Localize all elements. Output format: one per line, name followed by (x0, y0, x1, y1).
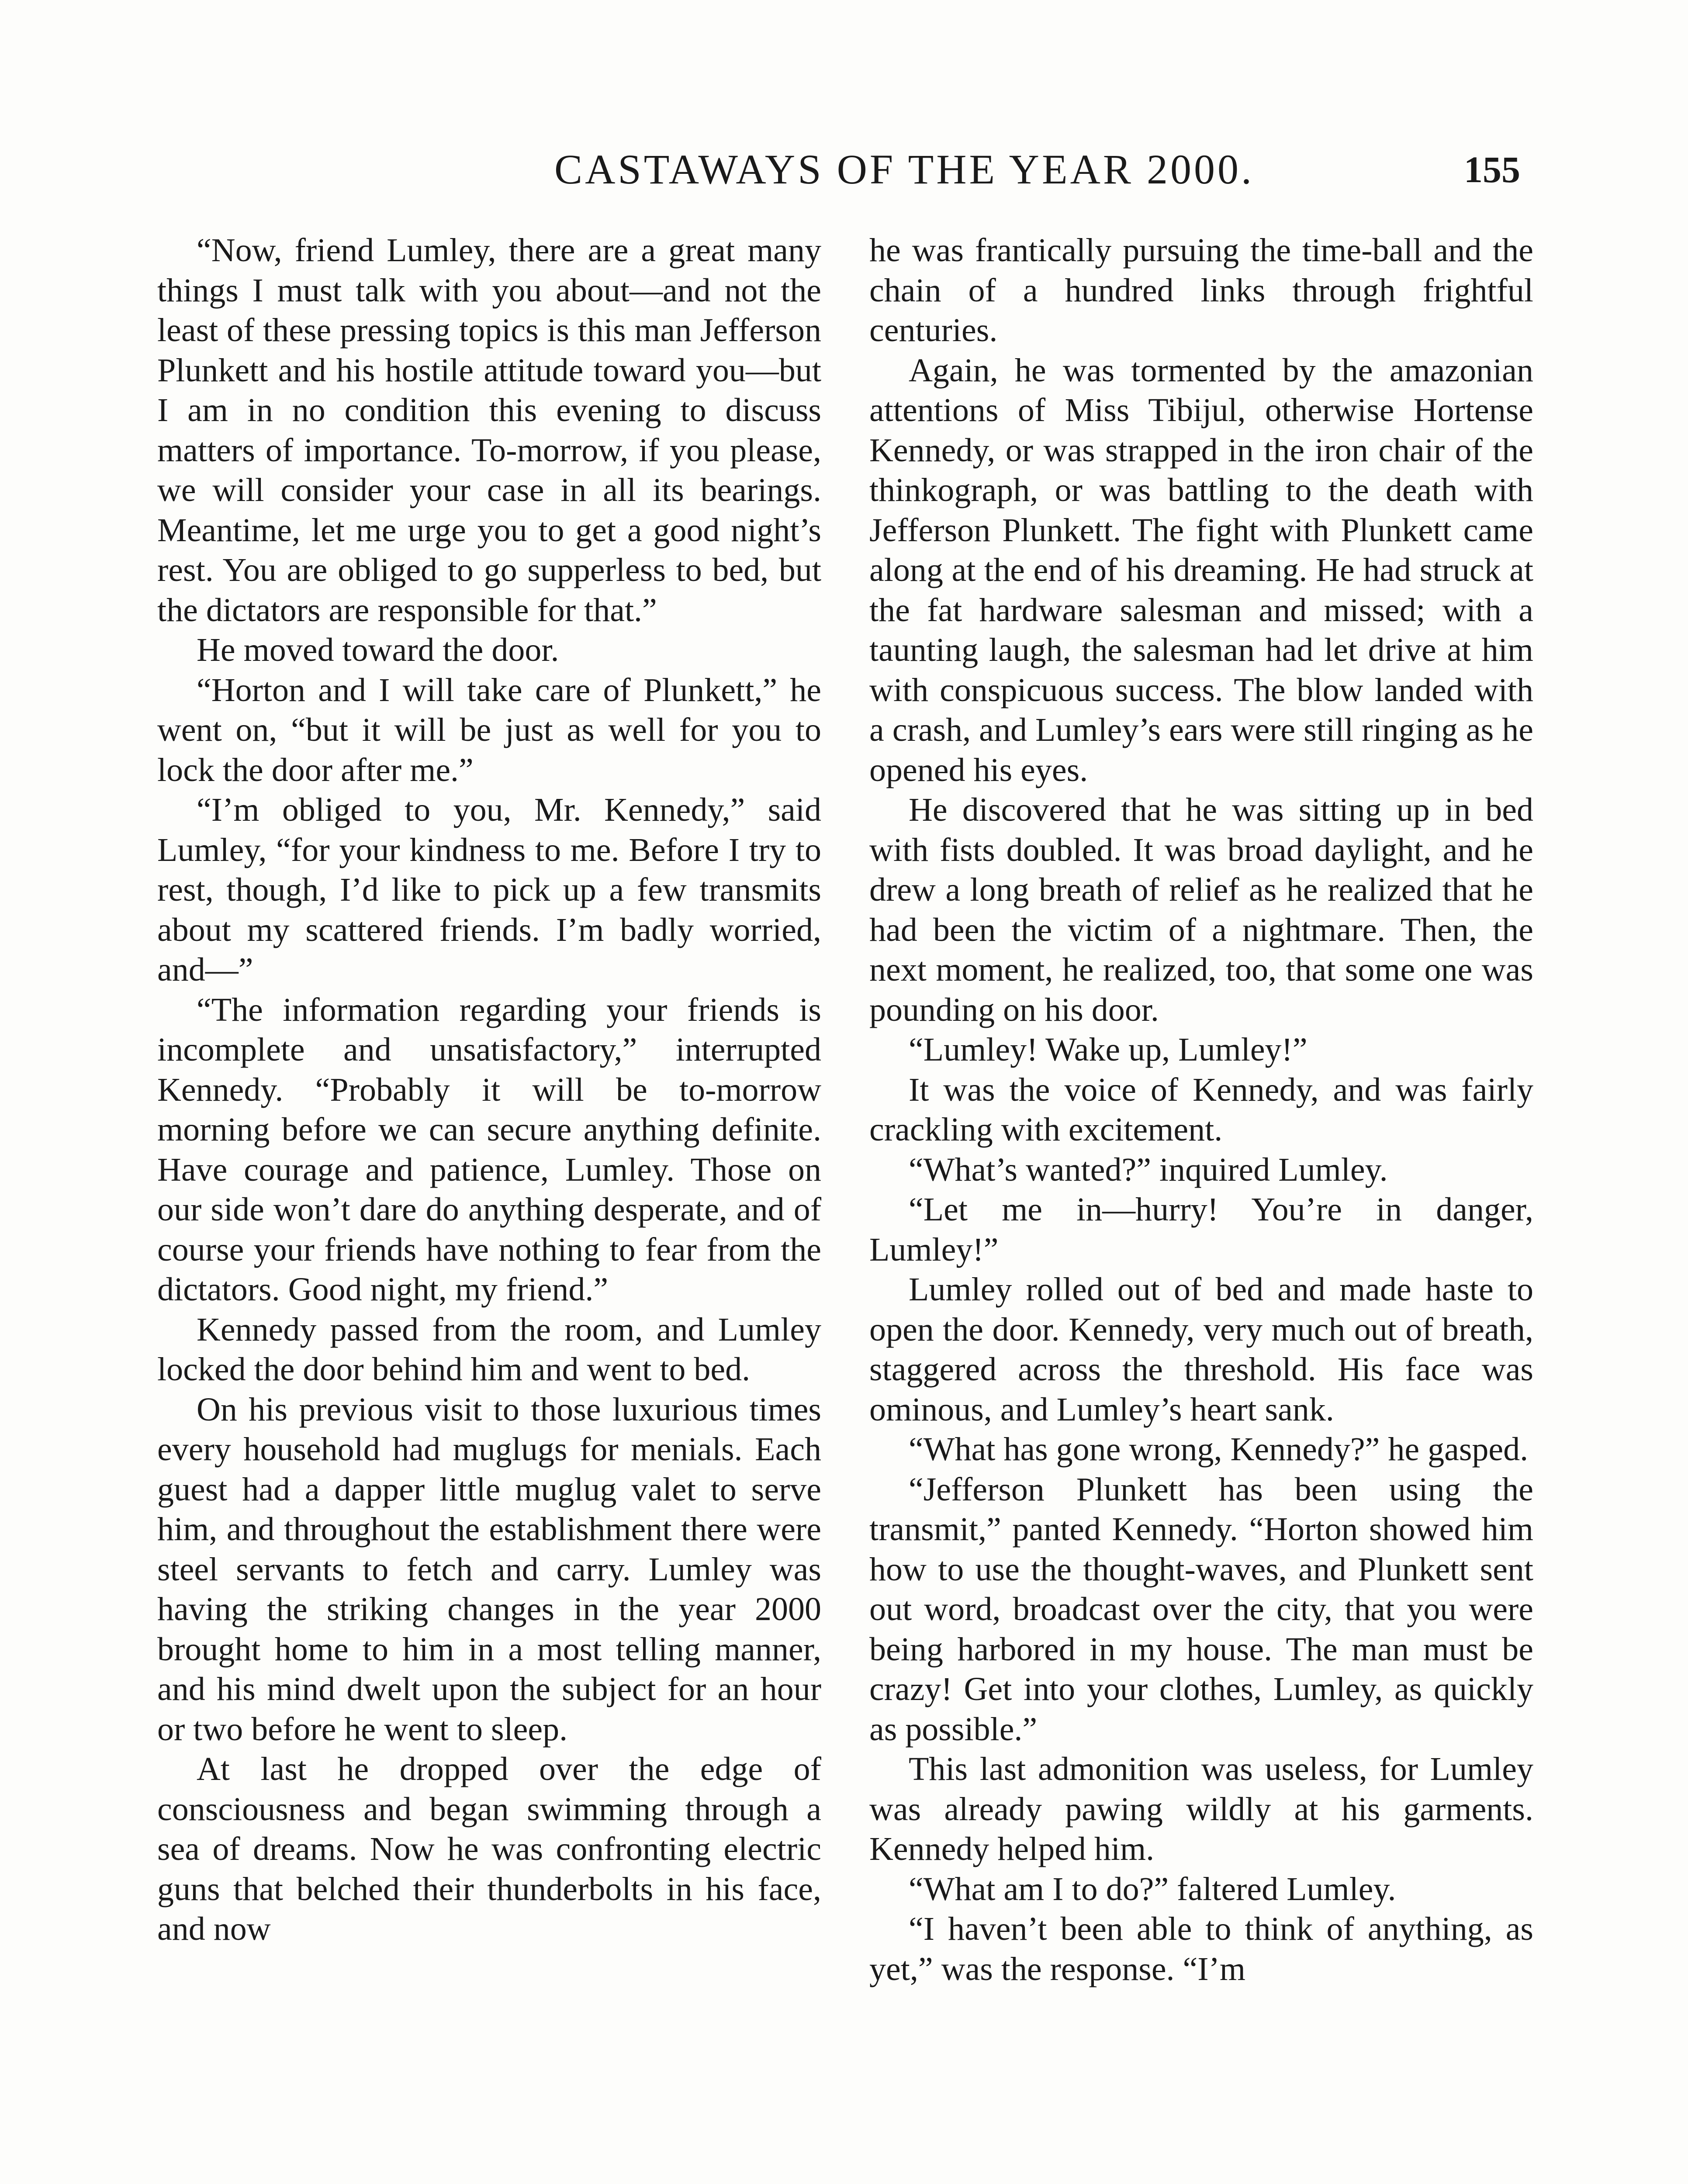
paragraph-continuation: he was frantically pursuing the time-ball and the chain of a hundred links through frightful centuries. (869, 232, 1533, 349)
paragraph: “Now, friend Lumley, there are a great many things I must talk with you about—and not the least of these pressing topics is this man Jefferson Plunkett and his hostile attitude toward you—but I am in no condition this evening to discuss matters of importance. To-morrow, if you please, we will consider your case in all its bearings. Meantime, let me urge you to get a good night’s rest. You are obliged to go supperless to bed, but the dictators are responsible for that.” (157, 232, 821, 629)
paragraph: Again, he was tormented by the amazonian attentions of Miss Tibijul, otherwise Hortense Kennedy, or was strapped in the iron chair of the thinkograph, or was battling to the death with Jefferson Plunkett. The fight with Plunkett came along at the end of his dreaming. He had struck at the fat hardware salesman and missed; with a taunting laugh, the salesman had let drive at him with conspicuous success. The blow landed with a crash, and Lumley’s ears were still ringing as he opened his eyes. (869, 352, 1533, 788)
paragraph: “The information regarding your friends is incomplete and unsatisfactory,” interrupted Kennedy. “Probably it will be to-morrow morning before we can secure anything definite. Have courage and patience, Lumley. Those on our side won’t dare do anything desperate, and of course your friends have nothing to fear from the dictators. Good night, my friend.” (157, 991, 821, 1308)
paragraph: At last he dropped over the edge of consciousness and began swimming through a sea of dreams. Now he was confronting electric guns that belched their thunderbolts in his face, and now (157, 1751, 821, 1947)
paragraph: This last admonition was useless, for Lumley was already pawing wildly at his garments. Kennedy helped him. (869, 1751, 1533, 1867)
paragraph: “What has gone wrong, Kennedy?” he gasped. (909, 1431, 1529, 1468)
paragraph: He discovered that he was sitting up in bed with fists doubled. It was broad daylight, and he drew a long breath of relief as he realized that he had been the victim of a nightmare. Then, the next moment, he realized, too, that some one was pounding on his door. (869, 791, 1533, 1028)
paragraph: “What am I to do?” faltered Lumley. (909, 1870, 1396, 1908)
paragraph: It was the voice of Kennedy, and was fairly crackling with excitement. (869, 1071, 1533, 1148)
paragraph: Kennedy passed from the room, and Lumley locked the door behind him and went to bed. (157, 1311, 821, 1388)
paragraph: “Horton and I will take care of Plunkett,” he went on, “but it will be just as well for you to lock the door after me.” (157, 671, 821, 788)
right-column (869, 231, 1533, 2184)
paragraph: “Lumley! Wake up, Lumley!” (909, 1031, 1308, 1068)
paragraph: “What’s wanted?” inquired Lumley. (909, 1151, 1388, 1188)
paragraph: “I’m obliged to you, Mr. Kennedy,” said Lumley, “for your kindness to me. Before I try to rest, though, I’d like to pick up a few transmits about my scattered friends. I’m badly worried, and—” (157, 791, 821, 988)
paragraph: On his previous visit to those luxurious times every household had muglugs for menials. Each guest had a dapper little muglug valet to serve him, and throughout the establishment there were steel servants to fetch and carry. Lumley was having the striking changes in the year 2000 brought home to him in a most telling manner, and his mind dwelt upon the subject for an hour or two before he went to sleep. (157, 1391, 821, 1748)
left-column (157, 231, 821, 2184)
paragraph: “Jefferson Plunkett has been using the transmit,” panted Kennedy. “Horton showed him how to use the thought-waves, and Plunkett sent out word, broadcast over the city, that you were being harbored in my house. The man must be crazy! Get into your clothes, Lumley, as quickly as possible.” (869, 1471, 1533, 1748)
paragraph: He moved toward the door. (197, 632, 559, 668)
paragraph: “Let me in—hurry! You’re in danger, Lumley!” (869, 1191, 1533, 1268)
paragraph: Lumley rolled out of bed and made haste to open the door. Kennedy, very much out of breath, staggered across the threshold. His face was ominous, and Lumley’s heart sank. (869, 1271, 1533, 1428)
paragraph: “I haven’t been able to think of anything, as yet,” was the response. “I’m (869, 1911, 1533, 1987)
page-header (463, 139, 1520, 200)
running-title: CASTAWAYS OF THE YEAR 2000. (554, 146, 1254, 193)
page-number: 155 (1464, 149, 1520, 190)
